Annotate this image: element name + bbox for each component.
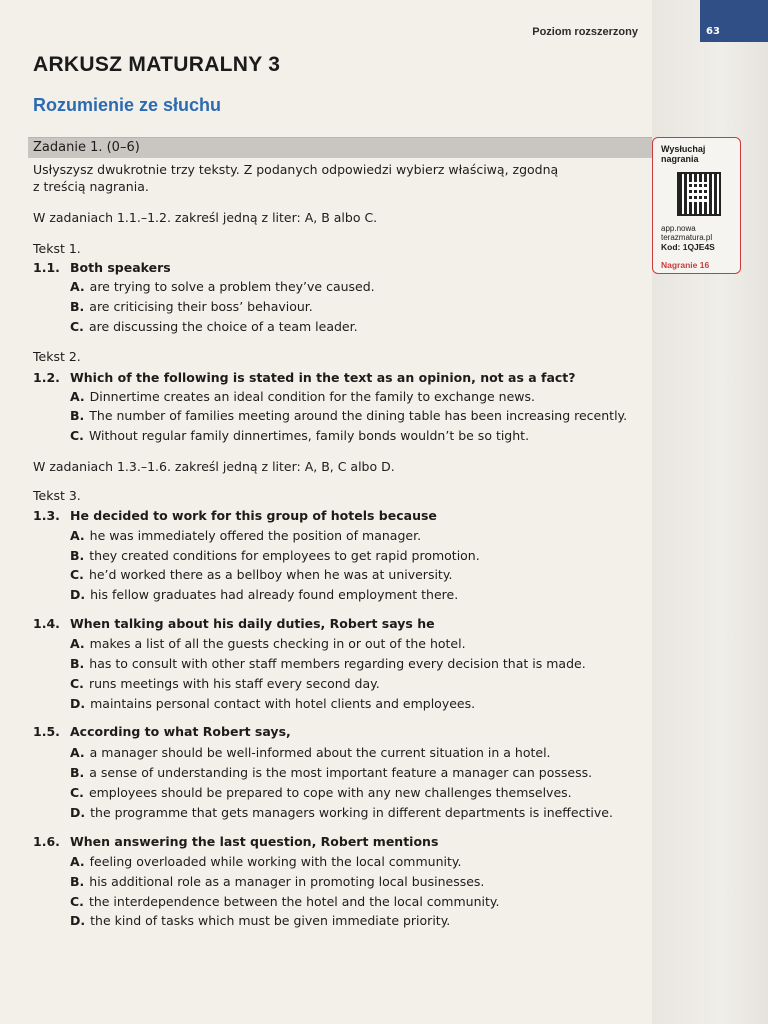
question-number: 1.3. — [33, 508, 60, 523]
page-title: ARKUSZ MATURALNY 3 — [33, 53, 281, 76]
task-intro-line1: Usłyszysz dwukrotnie trzy teksty. Z podanych odpowiedzi wybierz właściwą, zgodną — [33, 162, 559, 177]
option[interactable]: B. a sense of understanding is the most important feature a manager can possess. — [70, 765, 593, 780]
qr-code-icon[interactable] — [677, 172, 721, 216]
question-number: 1.6. — [33, 834, 60, 849]
option[interactable]: D. the kind of tasks which must be given immediate priority. — [70, 913, 451, 928]
section-title: Rozumienie ze słuchu — [33, 95, 222, 115]
question-number: 1.1. — [33, 260, 60, 275]
header-bar — [0, 22, 652, 42]
option[interactable]: C. employees should be prepared to cope with any new challenges themselves. — [70, 785, 572, 800]
task-intro-line2: z treścią nagrania. — [33, 179, 149, 194]
instruction-b: W zadaniach 1.3.–1.6. zakreśl jedną z liter: A, B, C albo D. — [33, 459, 395, 474]
question-text: When answering the last question, Robert mentions — [70, 834, 439, 849]
option[interactable]: A. are trying to solve a problem they’ve caused. — [70, 279, 375, 294]
option[interactable]: B. his additional role as a manager in promoting local businesses. — [70, 874, 485, 889]
app-name-line2: terazmatura.pl — [661, 233, 713, 242]
option[interactable]: B. are criticising their boss’ behaviour. — [70, 299, 313, 314]
instruction-a: W zadaniach 1.1.–1.2. zakreśl jedną z liter: A, B albo C. — [33, 210, 378, 225]
option[interactable]: D. the programme that gets managers working in different departments is ineffective. — [70, 805, 613, 820]
option[interactable]: B. they created conditions for employees to get rapid promotion. — [70, 548, 480, 563]
question-text: When talking about his daily duties, Robert says he — [70, 616, 435, 631]
option[interactable]: A. feeling overloaded while working with the local community. — [70, 854, 462, 869]
task-label: Zadanie 1. (0–6) — [33, 140, 140, 155]
level-label: Poziom rozszerzony — [532, 26, 638, 38]
option[interactable]: A. Dinnertime creates an ideal condition for the family to exchange news. — [70, 389, 536, 404]
option[interactable]: A. makes a list of all the guests checking in or out of the hotel. — [70, 636, 466, 651]
question-text: He decided to work for this group of hotels because — [70, 508, 437, 523]
option[interactable]: B. has to consult with other staff members regarding every decision that is made. — [70, 656, 586, 671]
option[interactable]: C. are discussing the choice of a team leader. — [70, 319, 358, 334]
option[interactable]: C. Without regular family dinnertimes, family bonds wouldn’t be so tight. — [70, 428, 530, 443]
option[interactable]: B. The number of families meeting around the dining table has been increasing recently. — [70, 408, 628, 423]
question-text: Both speakers — [70, 260, 171, 275]
option[interactable]: C. the interdependence between the hotel and the local community. — [70, 894, 500, 909]
question-number: 1.5. — [33, 724, 60, 739]
option[interactable]: C. he’d worked there as a bellboy when he was at university. — [70, 567, 453, 582]
question-text: According to what Robert says, — [70, 724, 291, 739]
listen-label: Wysłuchaj nagrania — [661, 144, 706, 164]
question-text: Which of the following is stated in the text as an opinion, not as a fact? — [70, 370, 576, 385]
option[interactable]: D. his fellow graduates had already found employment there. — [70, 587, 459, 602]
question-number: 1.2. — [33, 370, 60, 385]
text-label-3: Tekst 3. — [33, 488, 81, 503]
page-number: 63 — [706, 26, 720, 37]
option[interactable]: D. maintains personal contact with hotel clients and employees. — [70, 696, 476, 711]
option[interactable]: A. he was immediately offered the position of manager. — [70, 528, 422, 543]
recording-code: Kod: 1QJE4S — [661, 242, 715, 252]
question-number: 1.4. — [33, 616, 60, 631]
option[interactable]: A. a manager should be well-informed about the current situation in a hotel. — [70, 745, 551, 760]
text-label-2: Tekst 2. — [33, 349, 81, 364]
recording-number: Nagranie 16 — [661, 260, 710, 270]
text-label-1: Tekst 1. — [33, 241, 81, 256]
app-name-line1: app.nowa — [661, 224, 696, 233]
recording-box — [652, 137, 741, 274]
task-header — [28, 137, 652, 158]
option[interactable]: C. runs meetings with his staff every second day. — [70, 676, 380, 691]
